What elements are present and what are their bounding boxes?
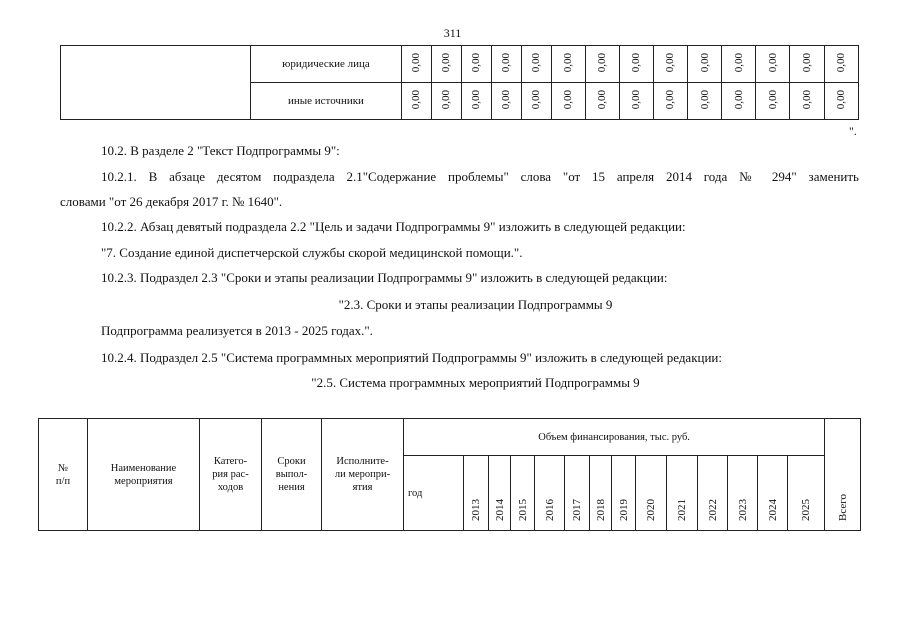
value-cell: 0,00 — [562, 89, 575, 110]
year-header: 2016 — [543, 499, 556, 521]
paragraph-10-2: 10.2. В разделе 2 "Текст Подпрограммы 9": — [101, 143, 340, 158]
value-cell: 0,00 — [732, 89, 745, 110]
value-cell: 0,00 — [766, 89, 779, 110]
value-cell: 0,00 — [596, 52, 609, 73]
year-header: 2015 — [516, 499, 529, 521]
paragraph-quote-7: "7. Создание единой диспетчерской службы скорой медицинской помощи.". — [101, 245, 523, 260]
financing-table-continuation — [60, 45, 859, 120]
col-category-header: Катего- рия рас- ходов — [200, 419, 262, 531]
total-header: Всего — [836, 494, 849, 521]
col-executors-header: Исполните- ли меропри- ятия — [322, 419, 404, 531]
year-header: 2024 — [766, 499, 779, 521]
value-cell: 0,00 — [410, 52, 422, 73]
value-cell: 0,00 — [440, 52, 452, 73]
paragraph-10-2-4: 10.2.4. Подраздел 2.5 "Система программных мероприятий Подпрограммы 9" изложить в следующей редакции: — [101, 350, 722, 365]
year-header: 2013 — [470, 499, 482, 521]
closing-quote: ". — [849, 124, 857, 138]
year-header: 2017 — [571, 499, 583, 521]
value-cell: 0,00 — [596, 89, 609, 110]
funding-header: Объем финансирования, тыс. руб. — [404, 419, 825, 456]
paragraph-10-2-2: 10.2.2. Абзац девятый подраздела 2.2 "Цель и задачи Подпрограммы 9" изложить в следующей редакции: — [101, 219, 686, 234]
row-label: иные источники — [251, 83, 401, 120]
value-cell: 0,00 — [630, 52, 643, 73]
year-header: 2018 — [594, 499, 607, 521]
year-header: 2022 — [706, 499, 719, 521]
paragraph-10-2-3: 10.2.3. Подраздел 2.3 "Сроки и этапы реализации Подпрограммы 9" изложить в следующей редакции: — [101, 270, 668, 285]
value-cell: 0,00 — [664, 52, 677, 73]
table-row — [61, 46, 859, 83]
value-cell: 0,00 — [835, 52, 848, 73]
program-measures-table — [38, 418, 861, 531]
row-label: юридические лица — [251, 46, 401, 83]
value-cell: 0,00 — [835, 89, 848, 110]
value-cell: 0,00 — [766, 52, 779, 73]
section-heading-2-5: "2.5. Система программных мероприятий Подпрограммы 9 — [311, 375, 640, 390]
value-cell: 0,00 — [440, 89, 452, 110]
value-cell: 0,00 — [801, 89, 814, 110]
value-cell: 0,00 — [470, 89, 482, 110]
value-cell: 0,00 — [470, 52, 482, 73]
value-cell: 0,00 — [500, 52, 512, 73]
section-heading-2-3: "2.3. Сроки и этапы реализации Подпрограммы 9 — [338, 297, 613, 312]
value-cell: 0,00 — [801, 52, 814, 73]
year-header: 2019 — [617, 499, 630, 521]
value-cell: 0,00 — [410, 89, 422, 110]
paragraph-10-2-1: 10.2.1. В абзаце десятом подраздела 2.1"Содержание проблемы" слова "от 15 апреля 2014 года № 294" заменить — [101, 169, 859, 184]
value-cell: 0,00 — [562, 52, 575, 73]
year-header: 2025 — [800, 499, 813, 521]
value-cell: 0,00 — [530, 89, 542, 110]
year-header: 2014 — [493, 499, 506, 521]
paragraph-period: Подпрограмма реализуется в 2013 - 2025 годах.". — [101, 323, 373, 338]
col-terms-header: Сроки выпол- нения — [262, 419, 322, 531]
value-cell: 0,00 — [664, 89, 677, 110]
year-header: 2020 — [645, 499, 657, 521]
year-label: год — [404, 456, 464, 531]
empty-cell — [61, 46, 251, 120]
year-header: 2023 — [736, 499, 749, 521]
table-header-row — [39, 419, 861, 456]
col-number-header: № п/п — [39, 419, 88, 531]
value-cell: 0,00 — [698, 52, 711, 73]
paragraph-10-2-1-cont: словами "от 26 декабря 2017 г. № 1640". — [60, 194, 283, 209]
col-name-header: Наименование мероприятия — [88, 419, 200, 531]
value-cell: 0,00 — [530, 52, 542, 73]
value-cell: 0,00 — [732, 52, 745, 73]
value-cell: 0,00 — [630, 89, 643, 110]
page-number: 311 — [443, 26, 462, 40]
value-cell: 0,00 — [500, 89, 512, 110]
value-cell: 0,00 — [698, 89, 711, 110]
year-header: 2021 — [676, 499, 688, 521]
